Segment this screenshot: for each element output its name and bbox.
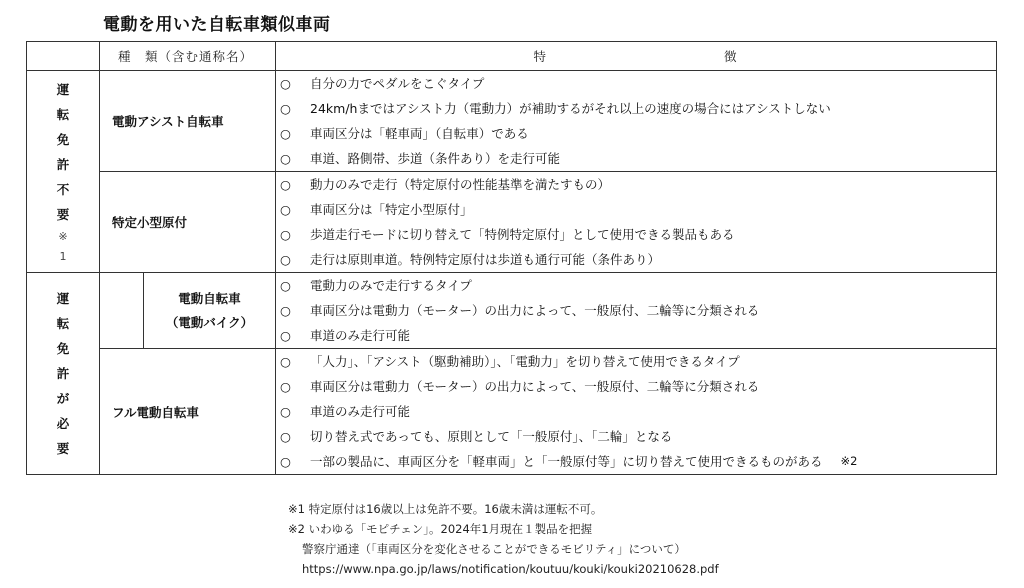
feature-item [280,323,996,348]
feature-text: 一部の製品に、車両区分を「軽車両」と「一般原付等」に切り替えて使用できるものがある [310,454,823,469]
feature-item [280,121,996,146]
feature-item [280,399,996,424]
feature-text: 車両区分は「特定小型原付」 [310,202,473,217]
group-char: 不 [56,181,70,197]
group-char: が [56,391,70,406]
bullet-icon: ○ [280,101,291,116]
bullet-icon: ○ [280,404,291,419]
feature-text: 車両区分は電動力（モーター）の出力によって、一般原付、二輪等に分類される [310,379,760,394]
feature-item [280,172,996,197]
category-name-line-1: 電動自転車 [178,290,241,306]
footnote-source: 警察庁通達（「車両区分を変化させることができるモビリティ」について） [302,542,686,556]
group-label-license-required [27,273,100,475]
footnote-url: https://www.npa.go.jp/laws/notification/koutuu/kouki/kouki20210628.pdf [302,562,719,576]
feature-text: 自分の力でペダルをこぐタイプ [310,76,485,91]
bullet-icon: ○ [280,278,291,293]
bullet-icon: ○ [280,379,291,394]
group-char: 転 [56,106,70,122]
feature-item [280,273,996,298]
indent-cell [100,273,144,349]
table-row [27,172,997,273]
bullet-icon: ○ [280,429,291,444]
table-row [27,71,997,172]
group-char: 許 [56,366,70,381]
footnotes [288,499,719,579]
table-header-row [27,42,997,71]
feature-text: 動力のみで走行（特定原付の性能基準を満たすもの） [310,177,611,192]
feature-text: 車道のみ走行可能 [310,404,411,419]
group-char: 要 [56,206,70,222]
category-name-line-2: （電動バイク） [165,314,254,330]
bullet-icon: ○ [280,126,291,141]
table-row [27,273,997,349]
header-features [276,42,997,71]
feature-list [276,71,997,172]
header-kind: 種 類（含む通称名） [100,42,276,71]
feature-list [276,273,997,349]
feature-item [280,374,996,399]
group-char: 要 [56,441,70,456]
feature-list [276,172,997,273]
bullet-icon: ○ [280,454,291,469]
feature-item [280,349,996,374]
feature-item [280,449,996,474]
page-title: 電動を用いた自転車類似車両 [103,15,331,35]
bullet-icon: ○ [280,177,291,192]
bullet-icon: ○ [280,151,291,166]
bullet-icon: ○ [280,354,291,369]
category-name: フル電動自転車 [100,349,276,475]
table-row [27,349,997,475]
feature-list [276,349,997,475]
header-features-char-1: 特 [533,49,549,64]
feature-item [280,146,996,171]
group-char: 免 [56,341,70,356]
feature-text: 24km/hまではアシスト力（電動力）が補助するがそれ以上の速度の場合にはアシストしない [310,101,831,116]
footnote-2: ※2 いわゆる「モピチェン」。2024年1月現在１製品を把握 [288,522,593,536]
group-char: 免 [56,131,70,147]
feature-item [280,424,996,449]
bullet-icon: ○ [280,328,291,343]
feature-text: 車道、路側帯、歩道（条件あり）を走行可能 [310,151,561,166]
group-char: 運 [56,81,70,97]
group-char: 運 [56,291,70,306]
category-name: 電動アシスト自転車 [100,71,276,172]
bullet-icon: ○ [280,76,291,91]
bullet-icon: ○ [280,202,291,217]
feature-text: 歩道走行モードに切り替えて「特例特定原付」として使用できる製品もある [310,227,735,242]
vehicle-table [26,41,997,475]
feature-text: 車両区分は「軽車両」（自転車）である [310,126,529,141]
group-char: 必 [56,416,70,431]
bullet-icon: ○ [280,303,291,318]
feature-text: 車両区分は電動力（モーター）の出力によって、一般原付、二輪等に分類される [310,303,760,318]
feature-item [280,298,996,323]
feature-text: 走行は原則車道。特例特定原付は歩道も通行可能（条件あり） [310,252,661,267]
group-char: 許 [56,156,70,172]
feature-text: 「人力」、「アシスト（駆動補助）」、「電動力」を切り替えて使用できるタイプ [310,354,740,369]
group-label-no-license [27,71,100,273]
header-blank-cell [27,42,100,71]
footnote-1: ※1 特定原付は16歳以上は免許不要。16歳未満は運転不可。 [288,502,603,516]
group-char: 転 [56,316,70,331]
category-name [144,273,276,349]
category-name: 特定小型原付 [100,172,276,273]
feature-item [280,222,996,247]
bullet-icon: ○ [280,227,291,242]
feature-item [280,197,996,222]
feature-text: 切り替え式であっても、原則として「一般原付」、「二輪」となる [310,429,673,444]
feature-item [280,71,996,96]
footnote-ref: ※2 [840,454,858,468]
feature-text: 車道のみ走行可能 [310,328,411,343]
feature-item [280,247,996,272]
feature-text: 電動力のみで走行するタイプ [310,278,472,293]
feature-item [280,96,996,121]
group-note-number: 1 [59,249,67,263]
header-features-char-2: 徴 [724,49,739,64]
group-note-mark: ※ [58,229,68,243]
bullet-icon: ○ [280,252,291,267]
